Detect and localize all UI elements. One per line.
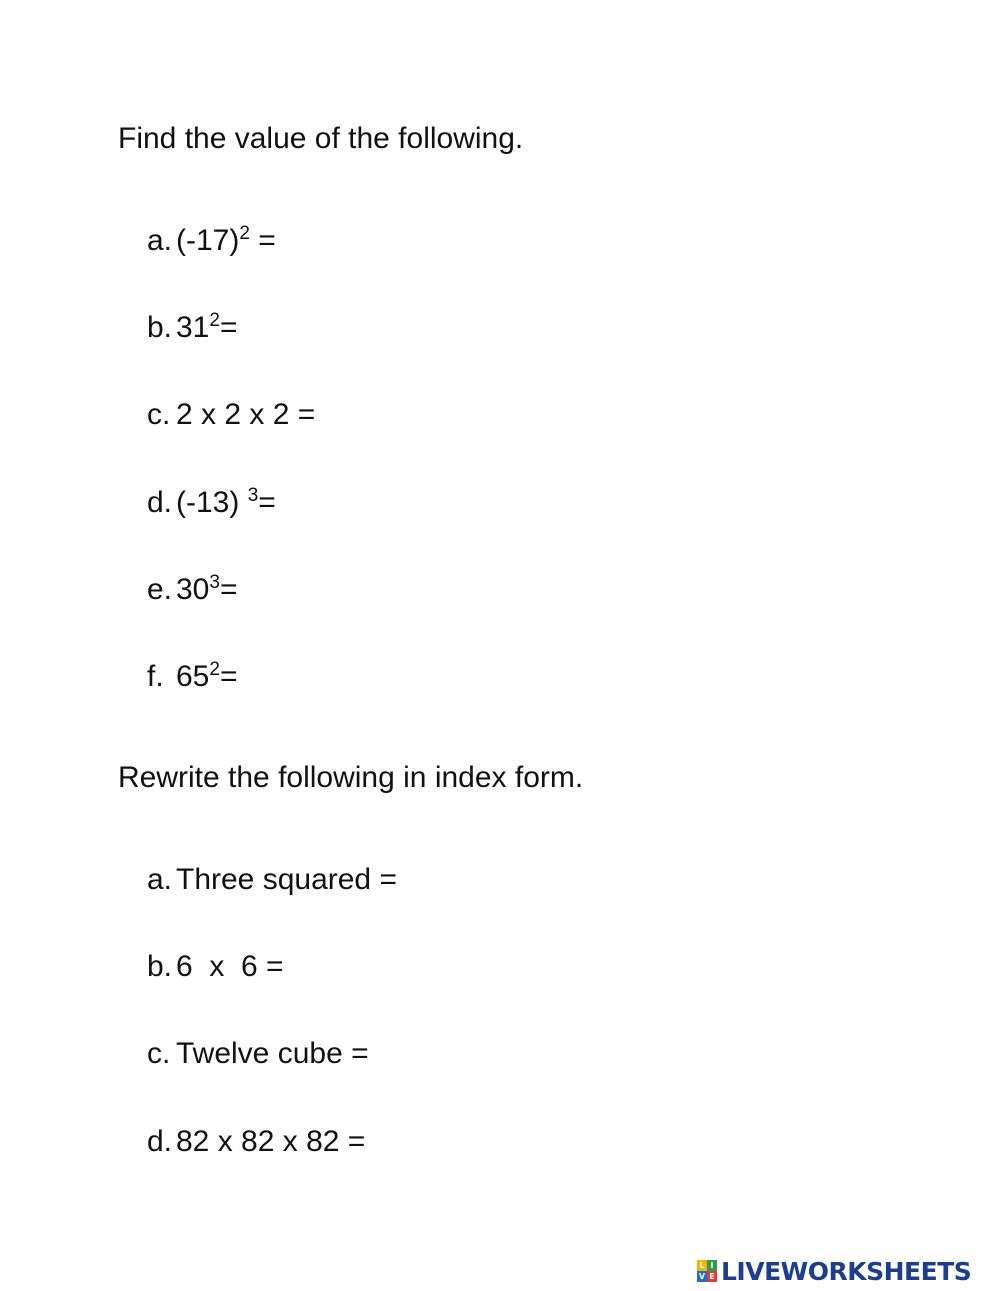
- item-equals: =: [219, 573, 238, 606]
- exercise-b-value: [147, 310, 237, 346]
- item-base: 30: [176, 573, 210, 606]
- section2-heading: Rewrite the following in index form.: [118, 761, 584, 794]
- exercise-a-value: [147, 223, 276, 259]
- item-letter: e.: [147, 573, 173, 606]
- item-equals: =: [219, 660, 238, 693]
- item-letter: a.: [147, 224, 173, 257]
- item-exponent: 3: [209, 572, 220, 593]
- logo-tile-v: V: [698, 1272, 706, 1281]
- item-base: (-13): [176, 486, 248, 519]
- exercise-a-index: [147, 862, 397, 898]
- item-text: 2 x 2 x 2 =: [176, 398, 316, 431]
- item-text: 6 x 6 =: [176, 950, 284, 983]
- exercise-c-index: [147, 1036, 369, 1072]
- exercise-d-value: [147, 485, 276, 521]
- item-letter: f.: [147, 660, 164, 693]
- item-text: Twelve cube =: [176, 1037, 369, 1070]
- item-letter: c.: [147, 398, 171, 431]
- section1-heading: Find the value of the following.: [118, 122, 524, 155]
- exercise-e-value: [147, 572, 237, 608]
- item-letter: b.: [147, 311, 173, 344]
- item-exponent: 2: [209, 659, 220, 680]
- item-letter: a.: [147, 863, 173, 896]
- exercise-f-value: [147, 659, 237, 695]
- item-equals: =: [249, 224, 276, 257]
- exercise-d-index: [147, 1124, 365, 1160]
- item-text: 82 x 82 x 82 =: [176, 1125, 366, 1158]
- logo-tile-e: E: [707, 1271, 717, 1282]
- item-letter: b.: [147, 950, 173, 983]
- item-exponent: 2: [209, 310, 220, 331]
- exercise-c-value: [147, 397, 315, 433]
- item-letter: d.: [147, 486, 173, 519]
- item-exponent: 2: [239, 223, 250, 244]
- item-base: 31: [176, 311, 210, 344]
- item-text: Three squared =: [176, 863, 397, 896]
- liveworksheets-logo-text: LIVEWORKSHEETS: [721, 1256, 972, 1286]
- item-letter: d.: [147, 1125, 173, 1158]
- item-base: 65: [176, 660, 210, 693]
- item-exponent: 3: [247, 485, 259, 506]
- logo-tile-l: L: [697, 1260, 707, 1271]
- liveworksheets-logo-icon: [697, 1260, 717, 1282]
- liveworksheets-logo: [697, 1254, 971, 1288]
- item-equals: =: [258, 486, 276, 519]
- item-equals: =: [219, 311, 238, 344]
- exercise-b-index: [147, 949, 284, 985]
- item-letter: c.: [147, 1037, 171, 1070]
- item-base: (-17): [176, 224, 240, 257]
- logo-tile-i: I: [707, 1260, 717, 1271]
